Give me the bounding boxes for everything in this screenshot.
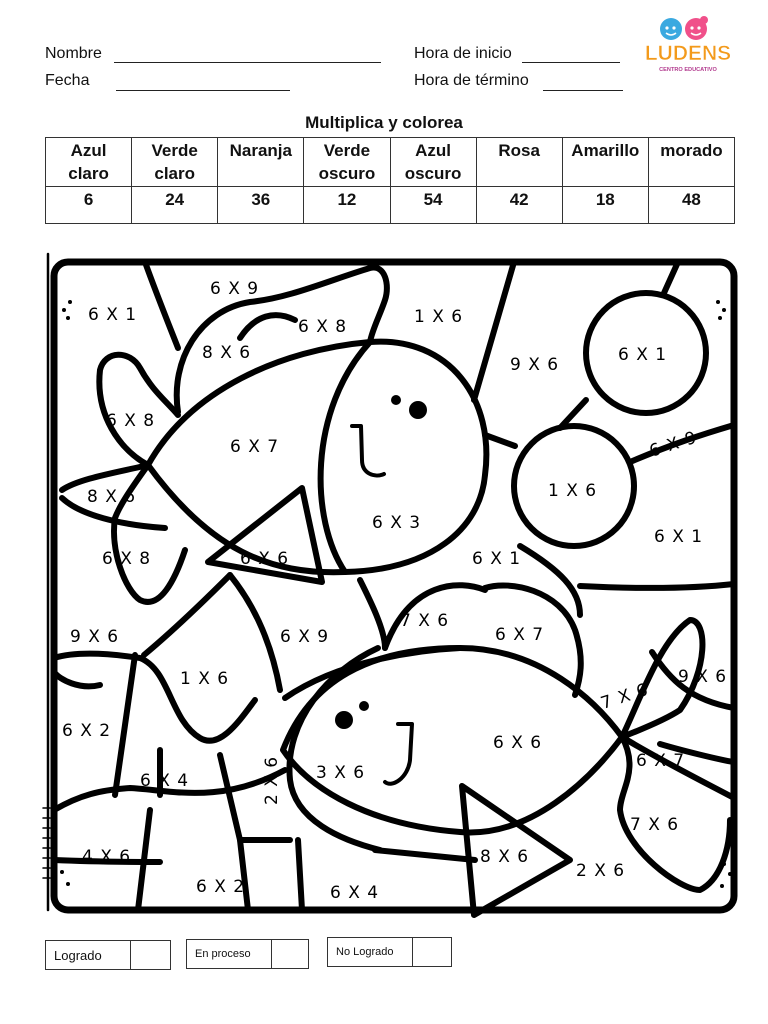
region-label: 6 X 8	[102, 549, 152, 569]
worksheet-title: Multiplica y colorea	[305, 113, 463, 132]
key-value-azul-claro: 6	[46, 187, 132, 224]
name-label: Nombre	[45, 45, 102, 62]
coloring-picture[interactable]	[40, 250, 740, 918]
end-time-label: Hora de término	[414, 72, 529, 89]
region-label: 6 X 2	[196, 877, 246, 897]
key-color-verde-claro: Verde claro	[132, 138, 218, 187]
status-not-achieved-label: No Logrado	[328, 938, 413, 966]
name-line[interactable]	[114, 62, 381, 63]
region-label: 8 X 6	[202, 343, 252, 363]
region-label: 8 X 6	[480, 847, 530, 867]
region-label: 7 X 6	[400, 611, 450, 631]
end-time-line[interactable]	[543, 90, 623, 91]
status-not-achieved-checkbox[interactable]	[413, 938, 451, 966]
status-in-progress-label: En proceso	[187, 940, 272, 968]
key-value-azul-oscuro: 54	[390, 187, 476, 224]
region-label: 9 X 6	[678, 667, 728, 687]
region-label: 1 X 6	[414, 307, 464, 327]
status-in-progress	[186, 939, 309, 969]
region-label: 6 X 2	[62, 721, 112, 741]
key-color-naranja: Naranja	[218, 138, 304, 187]
region-label: 6 X 9	[647, 427, 700, 462]
key-value-morado: 48	[648, 187, 734, 224]
date-label: Fecha	[45, 72, 90, 89]
logo-name: LUDENS	[644, 42, 732, 65]
region-label: 6 X 1	[88, 305, 138, 325]
ludens-logo	[638, 12, 738, 76]
lower-fish-mouth	[385, 724, 412, 784]
region-label: 7 X 6	[598, 679, 652, 714]
region-label: 4 X 6	[82, 847, 132, 867]
status-achieved-label: Logrado	[46, 941, 131, 969]
region-label: 6 X 6	[493, 733, 543, 753]
lower-fish-head-line	[289, 648, 380, 850]
logo-subtitle: CENTRO EDUCATIVO	[659, 67, 717, 73]
region-label: 6 X 7	[495, 625, 545, 645]
status-not-achieved	[327, 937, 452, 967]
region-label: 6 X 7	[636, 751, 686, 771]
start-time-line[interactable]	[522, 62, 620, 63]
region-label: 9 X 6	[70, 627, 120, 647]
date-line[interactable]	[116, 90, 290, 91]
key-value-verde-oscuro: 12	[304, 187, 390, 224]
key-color-verde-oscuro: Verde oscuro	[304, 138, 390, 187]
key-value-verde-claro: 24	[132, 187, 218, 224]
region-label: 6 X 1	[472, 549, 522, 569]
region-label: 6 X 7	[230, 437, 280, 457]
region-label: 6 X 1	[654, 527, 704, 547]
upper-fish-body	[148, 342, 486, 573]
status-achieved-checkbox[interactable]	[131, 941, 170, 969]
region-label: 9 X 6	[510, 355, 560, 375]
region-label: 2 X 6	[576, 861, 626, 881]
region-label: 3 X 6	[316, 763, 366, 783]
key-value-amarillo: 18	[562, 187, 648, 224]
region-label: 6 X 6	[240, 549, 290, 569]
region-label: 8 X 6	[87, 487, 137, 507]
region-label: 6 X 9	[210, 279, 260, 299]
region-label: 1 X 6	[180, 669, 230, 689]
key-color-amarillo: Amarillo	[562, 138, 648, 187]
region-label: 6 X 3	[372, 513, 422, 533]
region-label: 1 X 6	[548, 481, 598, 501]
key-color-rosa: Rosa	[476, 138, 562, 187]
status-in-progress-checkbox[interactable]	[272, 940, 308, 968]
key-color-azul-oscuro: Azul oscuro	[390, 138, 476, 187]
region-label: 6 X 9	[280, 627, 330, 647]
key-color-morado: morado	[648, 138, 734, 187]
region-label: 6 X 4	[330, 883, 380, 903]
region-label: 6 X 4	[140, 771, 190, 791]
region-label: 6 X 1	[618, 345, 668, 365]
key-color-azul-claro: Azul claro	[46, 138, 132, 187]
region-label: 6 X 8	[106, 411, 156, 431]
region-label: 6 X 8	[298, 317, 348, 337]
status-achieved	[45, 940, 171, 970]
region-label: 7 X 6	[630, 815, 680, 835]
key-value-naranja: 36	[218, 187, 304, 224]
key-value-rosa: 42	[476, 187, 562, 224]
color-key-table	[45, 137, 735, 224]
start-time-label: Hora de inicio	[414, 45, 512, 62]
region-label: 2 X 6	[262, 755, 282, 805]
upper-fish-mouth	[352, 426, 384, 475]
